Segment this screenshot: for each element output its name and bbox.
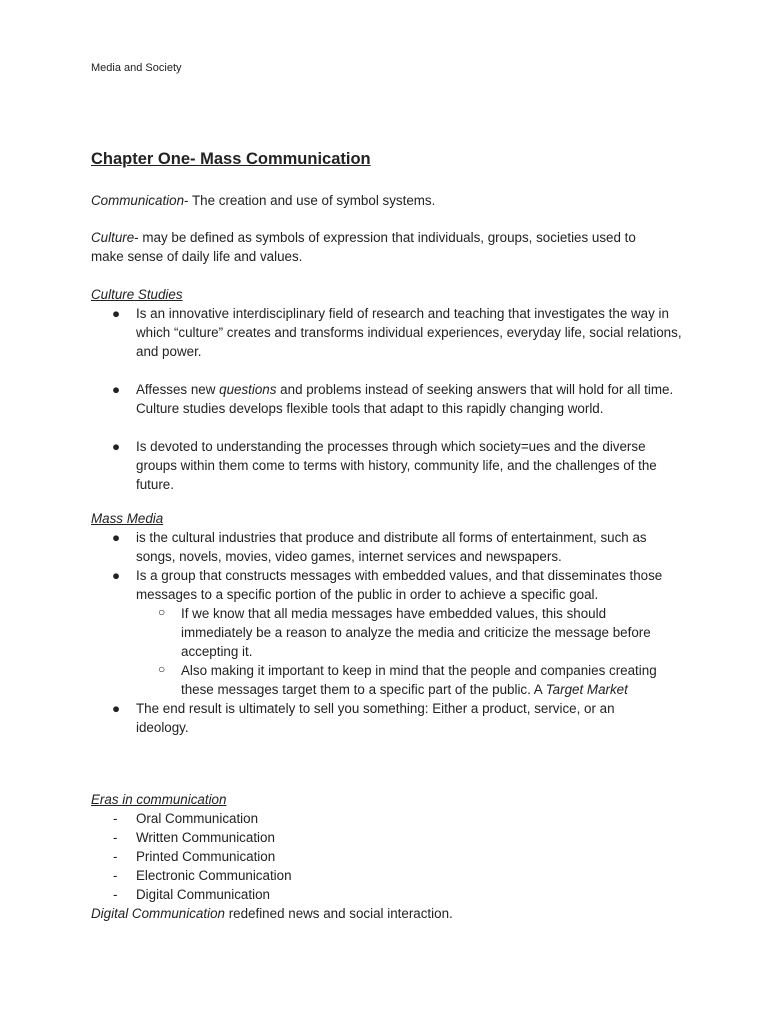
digital-text: redefined news and social interaction. <box>224 906 453 921</box>
culture-studies-heading: Culture Studies <box>91 287 183 302</box>
culture-studies-list <box>91 304 686 494</box>
dash-icon: - <box>113 811 118 826</box>
digital-communication-note <box>91 904 691 923</box>
sub-list-item: ○ Also making it important to keep in mind that the people and companies creating these messages target them to a specific part of the public. A Target Market <box>158 662 657 697</box>
dash-icon: - <box>113 887 118 902</box>
culture-definition <box>91 228 671 266</box>
communication-text: - The creation and use of symbol systems. <box>184 193 436 208</box>
list-item: ● Affesses new questions and problems instead of seeking answers that will hold for all time. Culture studies develops flexible tools that adapt to this rapidly changing world. <box>112 382 674 416</box>
mass-media-sublist <box>136 604 681 699</box>
eras-heading: Eras in communication <box>91 792 227 807</box>
list-item: ● Is a group that constructs messages with embedded values, and that disseminates those messages to a specific portion of the public in order to achieve a specific goal. ○ If we know that all media messages have embedded values, this should immediately be a reason to analyze the media and criticize the message before accepting it. ○ Also making it important to keep in mind that the people and companies creating these messages target them to a specific part of the public. A Target Market <box>91 566 681 699</box>
dash-icon: - <box>113 830 118 845</box>
culture-term: Culture <box>91 230 135 245</box>
list-item: ● Is an innovative interdisciplinary field of research and teaching that investigates the way in which “culture” creates and transforms individual experiences, everyday life, social relations, and power. <box>112 306 682 359</box>
mass-media-heading: Mass Media <box>91 511 164 526</box>
circle-bullet-icon: ○ <box>158 662 166 676</box>
list-item: ● Is devoted to understanding the processes through which society=ues and the diverse groups within them come to terms with history, community life, and the challenges of the future. <box>112 439 657 492</box>
mass-media-list <box>91 528 681 737</box>
digital-term: Digital Communication <box>91 906 225 921</box>
list-item: ● is the cultural industries that produce and distribute all forms of entertainment, such as songs, novels, movies, video games, internet services and newspapers. <box>112 530 647 564</box>
list-item: - Printed Communication <box>113 849 276 864</box>
list-item: - Oral Communication <box>113 811 259 826</box>
list-item: ● The end result is ultimately to sell you something: Either a product, service, or an ideology. <box>112 701 615 735</box>
list-item: - Digital Communication <box>113 887 270 902</box>
eras-list <box>91 809 292 904</box>
bullet-icon: ● <box>112 568 121 583</box>
list-item: - Written Communication <box>113 830 275 845</box>
dash-icon: - <box>113 868 118 883</box>
sub-list-item: ○ If we know that all media messages have embedded values, this should immediately be a reason to analyze the media and criticize the message before accepting it. <box>158 605 651 659</box>
dash-icon: - <box>113 849 118 864</box>
communication-definition <box>91 191 691 210</box>
bullet-icon: ● <box>112 439 121 454</box>
bullet-icon: ● <box>112 382 121 397</box>
bullet-icon: ● <box>112 306 121 321</box>
bullet-icon: ● <box>112 530 121 545</box>
circle-bullet-icon: ○ <box>158 605 166 619</box>
list-item: - Electronic Communication <box>113 868 292 883</box>
bullet-icon: ● <box>112 701 121 716</box>
document-header: Media and Society <box>91 62 182 74</box>
culture-text: - may be defined as symbols of expression that individuals, groups, societies used to make sense of daily life and values. <box>91 230 636 264</box>
communication-term: Communication <box>91 193 185 208</box>
chapter-title: Chapter One- Mass Communication <box>91 150 371 168</box>
